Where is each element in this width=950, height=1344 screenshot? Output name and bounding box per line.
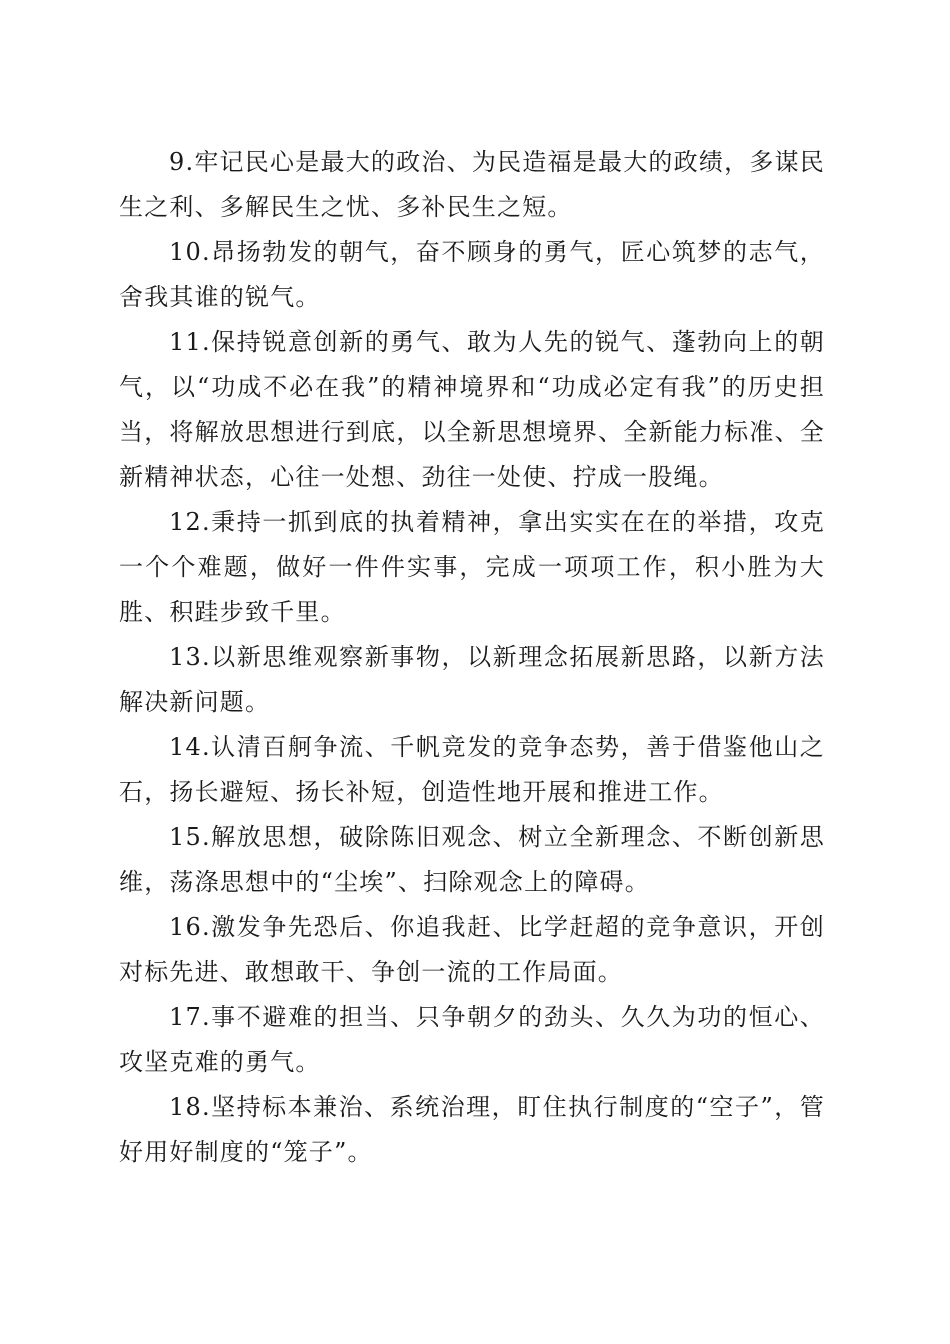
paragraph-16: 16.激发争先恐后、你追我赶、比学赶超的竞争意识，开创对标先进、敢想敢干、争创一流的工作局面。 <box>119 913 825 986</box>
document-body <box>119 140 825 1175</box>
paragraph-11: 11.保持锐意创新的勇气、敢为人先的锐气、蓬勃向上的朝气，以“功成不必在我”的精神境界和“功成必定有我”的历史担当，将解放思想进行到底，以全新思想境界、全新能力标准、全新精神状态，心往一处想、劲往一处使、拧成一股绳。 <box>119 328 825 491</box>
paragraph-13: 13.以新思维观察新事物，以新理念拓展新思路，以新方法解决新问题。 <box>119 643 825 716</box>
paragraph-9: 9.牢记民心是最大的政治、为民造福是最大的政绩，多谋民生之利、多解民生之忧、多补民生之短。 <box>119 148 825 221</box>
paragraph-17: 17.事不避难的担当、只争朝夕的劲头、久久为功的恒心、攻坚克难的勇气。 <box>119 1003 825 1076</box>
paragraph-15: 15.解放思想，破除陈旧观念、树立全新理念、不断创新思维，荡涤思想中的“尘埃”、扫除观念上的障碍。 <box>119 823 825 896</box>
paragraph-14: 14.认清百舸争流、千帆竞发的竞争态势，善于借鉴他山之石，扬长避短、扬长补短，创造性地开展和推进工作。 <box>119 733 825 806</box>
paragraph-10: 10.昂扬勃发的朝气，奋不顾身的勇气，匠心筑梦的志气，舍我其谁的锐气。 <box>119 238 825 311</box>
paragraph-12: 12.秉持一抓到底的执着精神，拿出实实在在的举措，攻克一个个难题，做好一件件实事，完成一项项工作，积小胜为大胜、积跬步致千里。 <box>119 508 825 626</box>
paragraph-18: 18.坚持标本兼治、系统治理，盯住执行制度的“空子”，管好用好制度的“笼子”。 <box>119 1093 825 1166</box>
